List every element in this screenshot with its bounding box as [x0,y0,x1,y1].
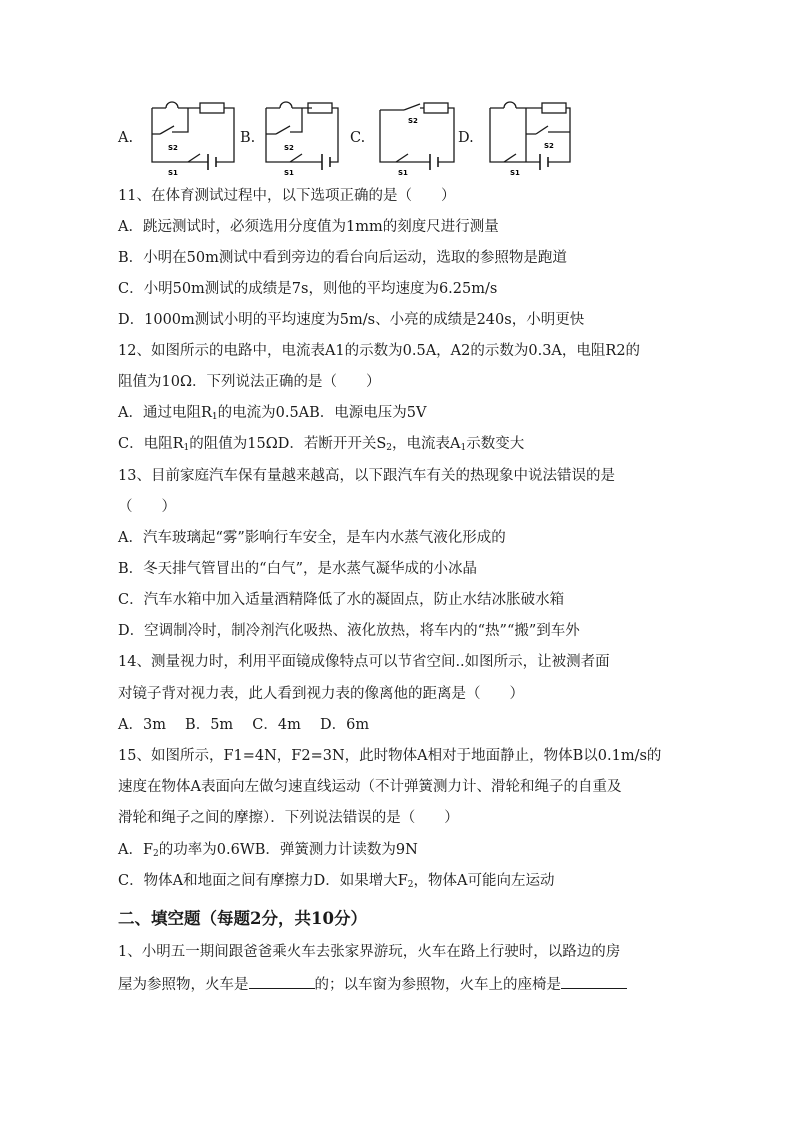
q13-stem-line2: （ ） [118,499,176,515]
switch-s1-label: S1 [398,169,408,177]
option-b-label: B. [240,130,256,146]
q14-stem-line2: 对镜子背对视力表，此人看到视力表的像离他的距离是（ ） [118,686,524,702]
circuit-diagram-b [262,98,352,178]
q13-option-a: A．汽车玻璃起“雾”影响行车安全，是车内水蒸气液化形成的 [118,530,506,546]
circuit-diagram-a [148,98,238,178]
section-heading: 二、填空题（每题2分，共10分） [118,909,367,928]
circuit-diagram-d [486,98,576,178]
q12-options-ab: A．通过电阻$R_1$的电流为0.5AB．电源电压为5V [118,405,427,422]
q11-stem: 11、在体育测试过程中，以下选项正确的是（ ） [118,188,456,204]
q15-options-cd: C．物体A和地面之间有摩擦力D．如果增大$F_2$，物体A可能向左运动 [118,873,555,890]
q11-option-c: C．小明50m测试的成绩是7s，则他的平均速度为6.25m/s [118,281,498,297]
q12-stem-line1: 12、如图所示的电路中，电流表A1的示数为0.5A，A2的示数为0.3A，电阻R2的 [118,343,641,359]
q14-stem-line1: 14、测量视力时，利用平面镜成像特点可以节省空间..如图所示，让被测者面 [118,654,610,670]
q13-option-d: D．空调制冷时，制冷剂汽化吸热、液化放热，将车内的“热”“搬”到车外 [118,623,580,639]
q15-stem-line1: 15、如图所示，F1=4N，F2=3N，此时物体A相对于地面静止，物体B以0.1m/s的 [118,748,662,764]
fill-q1-line2: 屋为参照物，火车是 的；以车窗为参照物，火车上的座椅是 [118,974,627,995]
answer-blank[interactable] [561,974,627,989]
q15-stem-line3: 滑轮和绳子之间的摩擦）．下列说法错误的是（ ） [118,810,459,826]
q15-options-ab: A．$F_2$的功率为0.6WB．弹簧测力计读数为9N [118,842,418,859]
q12-stem-line2: 阻值为10Ω．下列说法正确的是（ ） [118,374,381,390]
switch-s1-label: S1 [168,169,178,177]
option-a-label: A. [118,130,134,146]
switch-s2-label: S2 [544,142,554,150]
option-c-label: C. [350,130,366,146]
q14-options: A．3m B．5m C．4m D．6m [118,717,370,733]
answer-blank[interactable] [249,974,315,989]
q11-option-b: B．小明在50m测试中看到旁边的看台向后运动，选取的参照物是跑道 [118,250,567,266]
switch-s1-label: S1 [510,169,520,177]
q11-option-a: A．跳远测试时，必须选用分度值为1mm的刻度尺进行测量 [118,219,499,235]
circuit-diagram-c [376,98,462,178]
q13-option-c: C．汽车水箱中加入适量酒精降低了水的凝固点，防止水结冰胀破水箱 [118,592,565,608]
q13-stem-line1: 13、目前家庭汽车保有量越来越高，以下跟汽车有关的热现象中说法错误的是 [118,468,615,484]
q13-option-b: B．冬天排气管冒出的“白气”，是水蒸气凝华成的小冰晶 [118,561,477,577]
switch-s2-label: S2 [408,117,418,125]
switch-s1-label: S1 [284,169,294,177]
q11-option-d: D．1000m测试小明的平均速度为5m/s、小亮的成绩是240s，小明更快 [118,312,585,328]
switch-s2-label: S2 [168,144,178,152]
fill-q1-line1: 1、小明五一期间跟爸爸乘火车去张家界游玩，火车在路上行驶时，以路边的房 [118,944,621,960]
switch-s2-label: S2 [284,144,294,152]
q12-options-cd: C．电阻$R_1$的阻值为15ΩD．若断开开关$S_2$，电流表$A_1$示数变大 [118,436,525,453]
q15-stem-line2: 速度在物体A表面向左做匀速直线运动（不计弹簧测力计、滑轮和绳子的自重及 [118,779,622,795]
option-d-label: D. [458,130,474,146]
